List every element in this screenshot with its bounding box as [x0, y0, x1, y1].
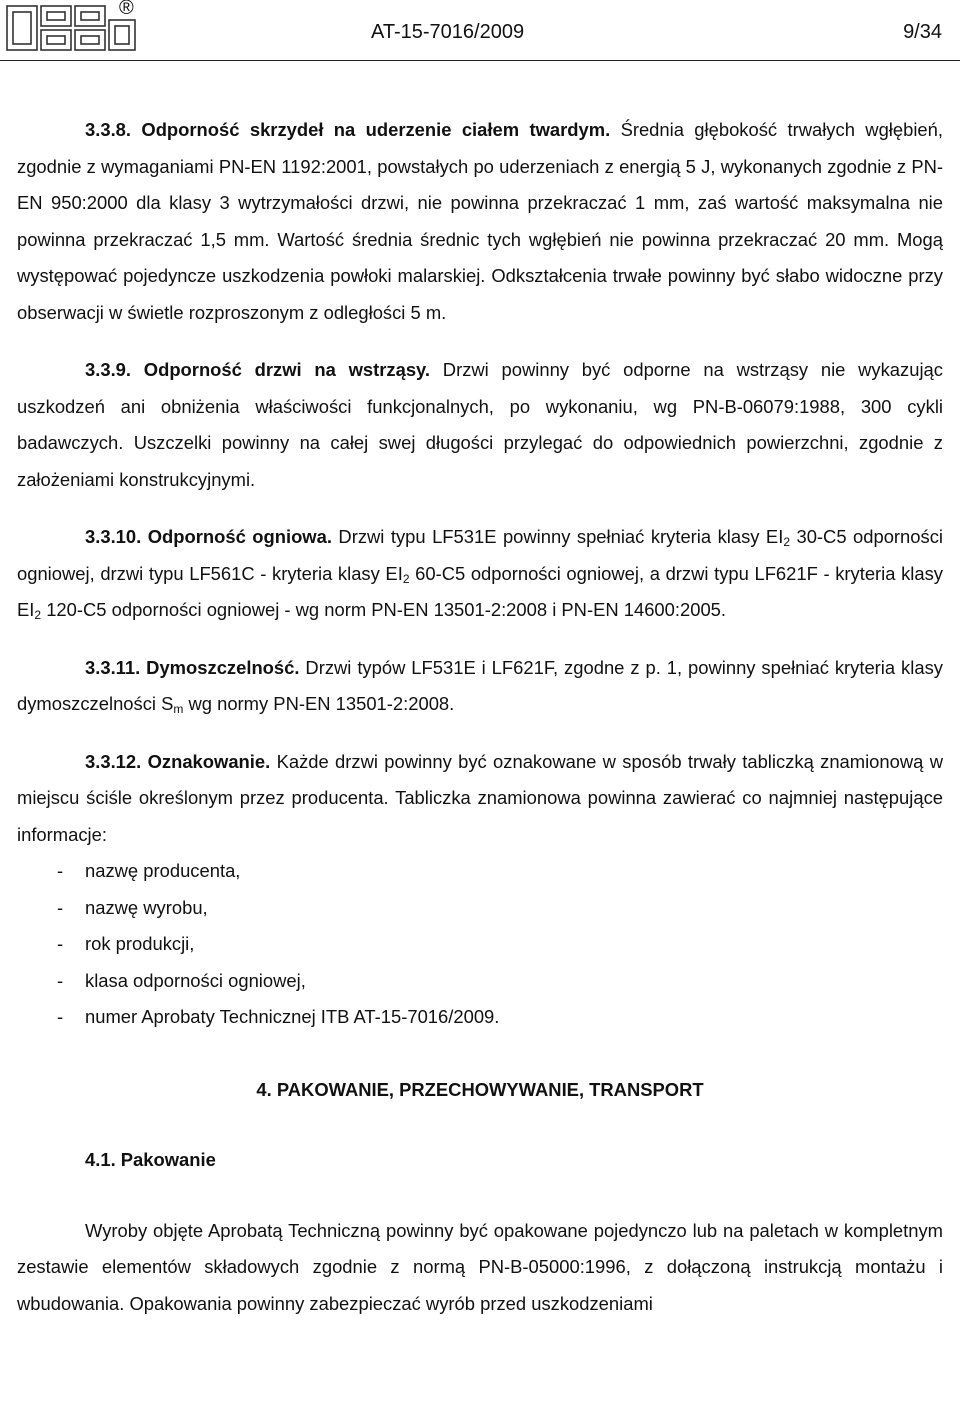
- chapter-title: 4. PAKOWANIE, PRZECHOWYWANIE, TRANSPORT: [256, 1078, 704, 1100]
- list-item-text: rok produkcji,: [85, 933, 195, 954]
- section-title: Odporność ogniowa.: [147, 526, 332, 547]
- header-divider: [0, 60, 960, 61]
- section-text: Drzwi powinny być odporne na wstrząsy nie wykazując uszkodzeń ani obniżenia właściwości funkcjonalnych, po wykonaniu, wg PN-B-06079:1988, 300 cykli badawczych. Uszczelki powinny na całej swej długości przylegać do odpowiednich powierzchni, zgodnie z założeniami konstrukcyjnymi.: [17, 359, 943, 490]
- nameplate-info-list: [17, 853, 943, 1036]
- section-3-3-11: [17, 650, 943, 723]
- section-text: 60-C5 odporności ogniowej, a drzwi typu LF621F - kryteria klasy EI: [17, 562, 944, 620]
- list-item-text: numer Aprobaty Technicznej ITB AT-15-7016/2009.: [85, 1006, 500, 1027]
- section-number: 3.3.8.: [85, 119, 132, 140]
- list-dash: -: [57, 896, 64, 918]
- section-text: Drzwi typów LF531E i LF621F, zgodne z p. 1, powinny spełniać kryteria klasy dymoszczelności S: [17, 656, 943, 714]
- list-item: [17, 999, 943, 1036]
- list-item-text: klasa odporności ogniowej,: [85, 969, 306, 991]
- section-number: 3.3.11.: [85, 656, 141, 678]
- list-dash: -: [57, 933, 64, 954]
- subscript: m: [173, 702, 184, 716]
- section-number: 3.3.9.: [85, 359, 132, 380]
- section-text: 120-C5 odporności ogniowej - wg norm PN-EN 13501-2:2008 i PN-EN 14600:2005.: [41, 599, 727, 620]
- section-3-3-8: [17, 112, 943, 331]
- list-dash: -: [57, 860, 64, 881]
- section-3-3-12: [17, 744, 943, 854]
- section-text: 30-C5 odporności ogniowej, drzwi typu LF561C - kryteria klasy EI: [17, 526, 943, 584]
- section-text: Każde drzwi powinny być oznakowane w sposób trwały tabliczką znamionową w miejscu ściśle określonym przez producenta. Tabliczka znamionowa powinna zawierać co najmniej następujące informacje:: [17, 750, 943, 845]
- subscript: 2: [402, 571, 410, 586]
- list-item: [17, 890, 943, 927]
- section-title: Oznakowanie.: [147, 750, 271, 772]
- section-text: Drzwi typu LF531E powinny spełniać kryteria klasy EI: [338, 526, 784, 547]
- section-number: 3.3.10.: [85, 526, 142, 547]
- subscript: 2: [783, 535, 790, 549]
- list-dash: -: [57, 969, 64, 991]
- section-3-3-10: [17, 519, 943, 629]
- list-item-text: nazwę producenta,: [85, 860, 241, 881]
- list-item: [17, 853, 943, 890]
- section-4-1-text: Wyroby objęte Aprobatą Techniczną powinny być opakowane pojedynczo lub na paletach w kompletnym zestawie elementów składowych zgodnie z normą PN-B-05000:1996, z dołączoną instrukcją montażu i wbudowania. Opakowania powinny zabezpieczać wyrób przed uszkodzeniami: [17, 1219, 943, 1314]
- section-title: Odporność drzwi na wstrząsy.: [143, 359, 431, 380]
- section-text: Średnia głębokość trwałych wgłębień, zgodnie z wymaganiami PN-EN 1192:2001, powstałych po uderzeniach z energią 5 J, wykonanych zgodnie z PN-EN 950:2000 dla klasy 3 wytrzymałości drzwi, nie powinna przekraczać 1 mm, zaś wartość maksymalna nie powinna przekraczać 1,5 mm. Wartość średnia średnic tych wgłębień nie powinna przekraczać 20 mm. Mogą występować pojedyncze uszkodzenia powłoki malarskiej. Odkształcenia trwałe powinny być słabo widoczne przy obserwacji w świetle rozproszonym z odległości 5 m.: [17, 119, 943, 323]
- list-item-text: nazwę wyrobu,: [85, 896, 208, 918]
- list-dash: -: [57, 1006, 64, 1027]
- registered-mark: ®: [119, 0, 134, 19]
- page-header: [0, 0, 960, 60]
- document-body: [17, 112, 943, 1322]
- list-item: [17, 926, 943, 963]
- section-title: Odporność skrzydeł na uderzenie ciałem twardym.: [141, 119, 611, 140]
- subsection-title: 4.1. Pakowanie: [85, 1149, 216, 1170]
- document-id: AT-15-7016/2009: [371, 21, 525, 43]
- list-item: [17, 963, 943, 1000]
- section-number: 3.3.12.: [85, 750, 142, 772]
- page-number: 9/34: [903, 21, 942, 43]
- section-text: wg normy PN-EN 13501-2:2008.: [183, 693, 455, 714]
- subscript: 2: [34, 608, 42, 622]
- section-3-3-9: [17, 352, 943, 498]
- section-title: Dymoszczelność.: [146, 656, 300, 678]
